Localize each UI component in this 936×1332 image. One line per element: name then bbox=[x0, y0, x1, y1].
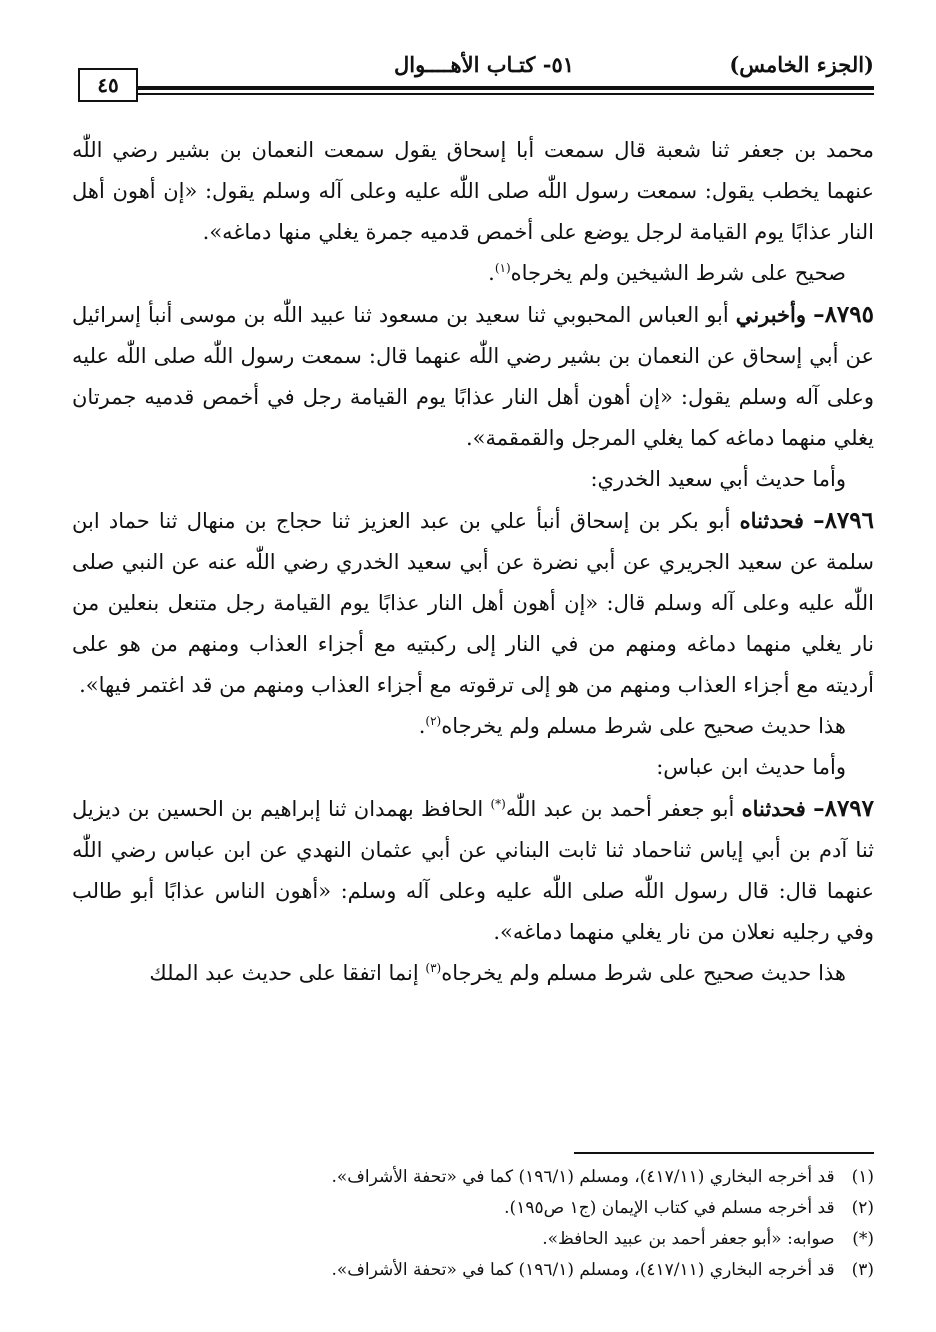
hadith-lead-word: فحدثناه bbox=[741, 796, 806, 821]
paragraph-grading bbox=[72, 253, 874, 294]
footnote-text: قد أخرجه مسلم في كتاب الإيمان (ج١ ص١٩٥). bbox=[504, 1198, 835, 1218]
footnote-ref: (١) bbox=[494, 261, 511, 275]
grading-text: إنما اتفقا على حديث عبد الملك bbox=[149, 961, 419, 985]
hadith-number: ٨٧٩٥– bbox=[813, 301, 874, 328]
footnote-ref: (٣) bbox=[425, 961, 442, 975]
footnote-ref: (*) bbox=[490, 797, 506, 811]
page-number: ٤٥ bbox=[78, 68, 138, 102]
hadith-8795 bbox=[72, 294, 874, 459]
footnote-marker: (*) bbox=[852, 1229, 874, 1249]
section-intro-text: وأما حديث أبي سعيد الخدري: bbox=[590, 467, 846, 491]
footnote-marker: (٣) bbox=[851, 1260, 874, 1280]
grading-text: صحيح على شرط الشيخين ولم يخرجاه bbox=[510, 261, 846, 285]
footnote-separator bbox=[574, 1152, 874, 1154]
narration-text: محمد بن جعفر ثنا شعبة قال سمعت أبا إسحاق يقول سمعت النعمان بن بشير رضي اللّٰه عنهما يخطب يقول: سمعت رسول اللّٰه صلى اللّٰه عليه وعلى آله وسلم يقول: «إن أهون أهل النار عذابًا يوم القيامة لرجل يوضع على أخمص قدميه جمرة يغلي منها دماغه». bbox=[72, 138, 874, 244]
footnote bbox=[72, 1224, 874, 1255]
running-header-part: (الجزء الخامس) bbox=[729, 52, 874, 77]
hadith-lead-word: وأخبرني bbox=[735, 302, 807, 327]
section-intro-text: وأما حديث ابن عباس: bbox=[656, 755, 846, 779]
page-header bbox=[78, 46, 874, 106]
section-intro bbox=[72, 459, 874, 500]
punctuation: . bbox=[488, 261, 495, 285]
footnote-marker: (٢) bbox=[851, 1198, 874, 1218]
footnotes bbox=[72, 1162, 874, 1286]
hadith-text: أبو بكر بن إسحاق أنبأ علي بن عبد العزيز ثنا حجاج بن منهال ثنا حماد ابن سلمة عن سعيد الجريري عن أبي نضرة عن أبي سعيد الخدري رضي اللّٰه عنه عن النبي صلى اللّٰه عليه وعلى آله وسلم قال: «إن أهون أهل النار عذابًا يوم القيامة رجل متنعل بنعلين من نار يغلي منهما دماغه ومنهم من في النار إلى ركبتيه مع أجزاء العذاب ومنهم من هو على أرديته مع أجزاء العذاب ومنهم من هو إلى ترقوته مع أجزاء العذاب ومنهم من قد اغتمر فيها». bbox=[72, 509, 874, 697]
running-header-chapter: ٥١- كتـاب الأهــــوال bbox=[394, 52, 574, 77]
grading-text: هذا حديث صحيح على شرط مسلم ولم يخرجاه bbox=[441, 714, 846, 738]
header-rule-thin bbox=[138, 93, 874, 95]
paragraph-grading bbox=[72, 953, 874, 994]
main-text bbox=[72, 130, 874, 994]
header-rule bbox=[138, 86, 874, 90]
hadith-text: الحافظ بهمدان ثنا إبراهيم بن الحسين بن ديزيل ثنا آدم بن أبي إياس ثناحماد ثنا ثابت البناني عن أبي عثمان النهدي عن ابن عباس رضي اللّٰه عنهما قال: قال رسول اللّٰه صلى اللّٰه عليه وعلى آله وسلم: «أهون الناس عذابًا أبو طالب وفي رجليه نعلان من نار يغلي منهما دماغه». bbox=[72, 797, 874, 944]
hadith-8797 bbox=[72, 788, 874, 953]
punctuation: . bbox=[418, 714, 426, 738]
footnote-text: قد أخرجه البخاري (٤١٧/١١)، ومسلم (١٩٦/١) كما في «تحفة الأشراف». bbox=[331, 1260, 835, 1280]
footnote-text: صوابه: «أبو جعفر أحمد بن عبيد الحافظ». bbox=[542, 1229, 835, 1249]
hadith-lead-word: فحدثناه bbox=[739, 508, 804, 533]
footnote bbox=[72, 1162, 874, 1193]
paragraph-narration bbox=[72, 130, 874, 253]
footnote bbox=[72, 1193, 874, 1224]
footnote-ref: (٢) bbox=[425, 714, 442, 728]
footnote bbox=[72, 1255, 874, 1286]
grading-text: هذا حديث صحيح على شرط مسلم ولم يخرجاه bbox=[441, 961, 846, 985]
hadith-number: ٨٧٩٧– bbox=[813, 795, 875, 822]
footnote-marker: (١) bbox=[851, 1167, 874, 1187]
hadith-number: ٨٧٩٦– bbox=[813, 507, 874, 534]
hadith-text: أبو جعفر أحمد بن عبد اللّٰه bbox=[505, 797, 735, 821]
hadith-8796 bbox=[72, 500, 874, 706]
section-intro bbox=[72, 747, 874, 788]
footnote-text: قد أخرجه البخاري (٤١٧/١١)، ومسلم (١٩٦/١) كما في «تحفة الأشراف». bbox=[331, 1167, 835, 1187]
hadith-text: أبو العباس المحبوبي ثنا سعيد بن مسعود ثنا عبيد اللّٰه بن موسى أنبأ إسرائيل عن أبي إسحاق عن النعمان بن بشير رضي اللّٰه عنهما قال: سمعت رسول اللّٰه صلى اللّٰه عليه وعلى آله وسلم يقول: «إن أهون أهل النار عذابًا يوم القيامة رجل في أخمص قدميه جمرتان يغلي منهما دماغه كما يغلي المرجل والقمقمة». bbox=[72, 303, 874, 450]
paragraph-grading bbox=[72, 706, 874, 747]
